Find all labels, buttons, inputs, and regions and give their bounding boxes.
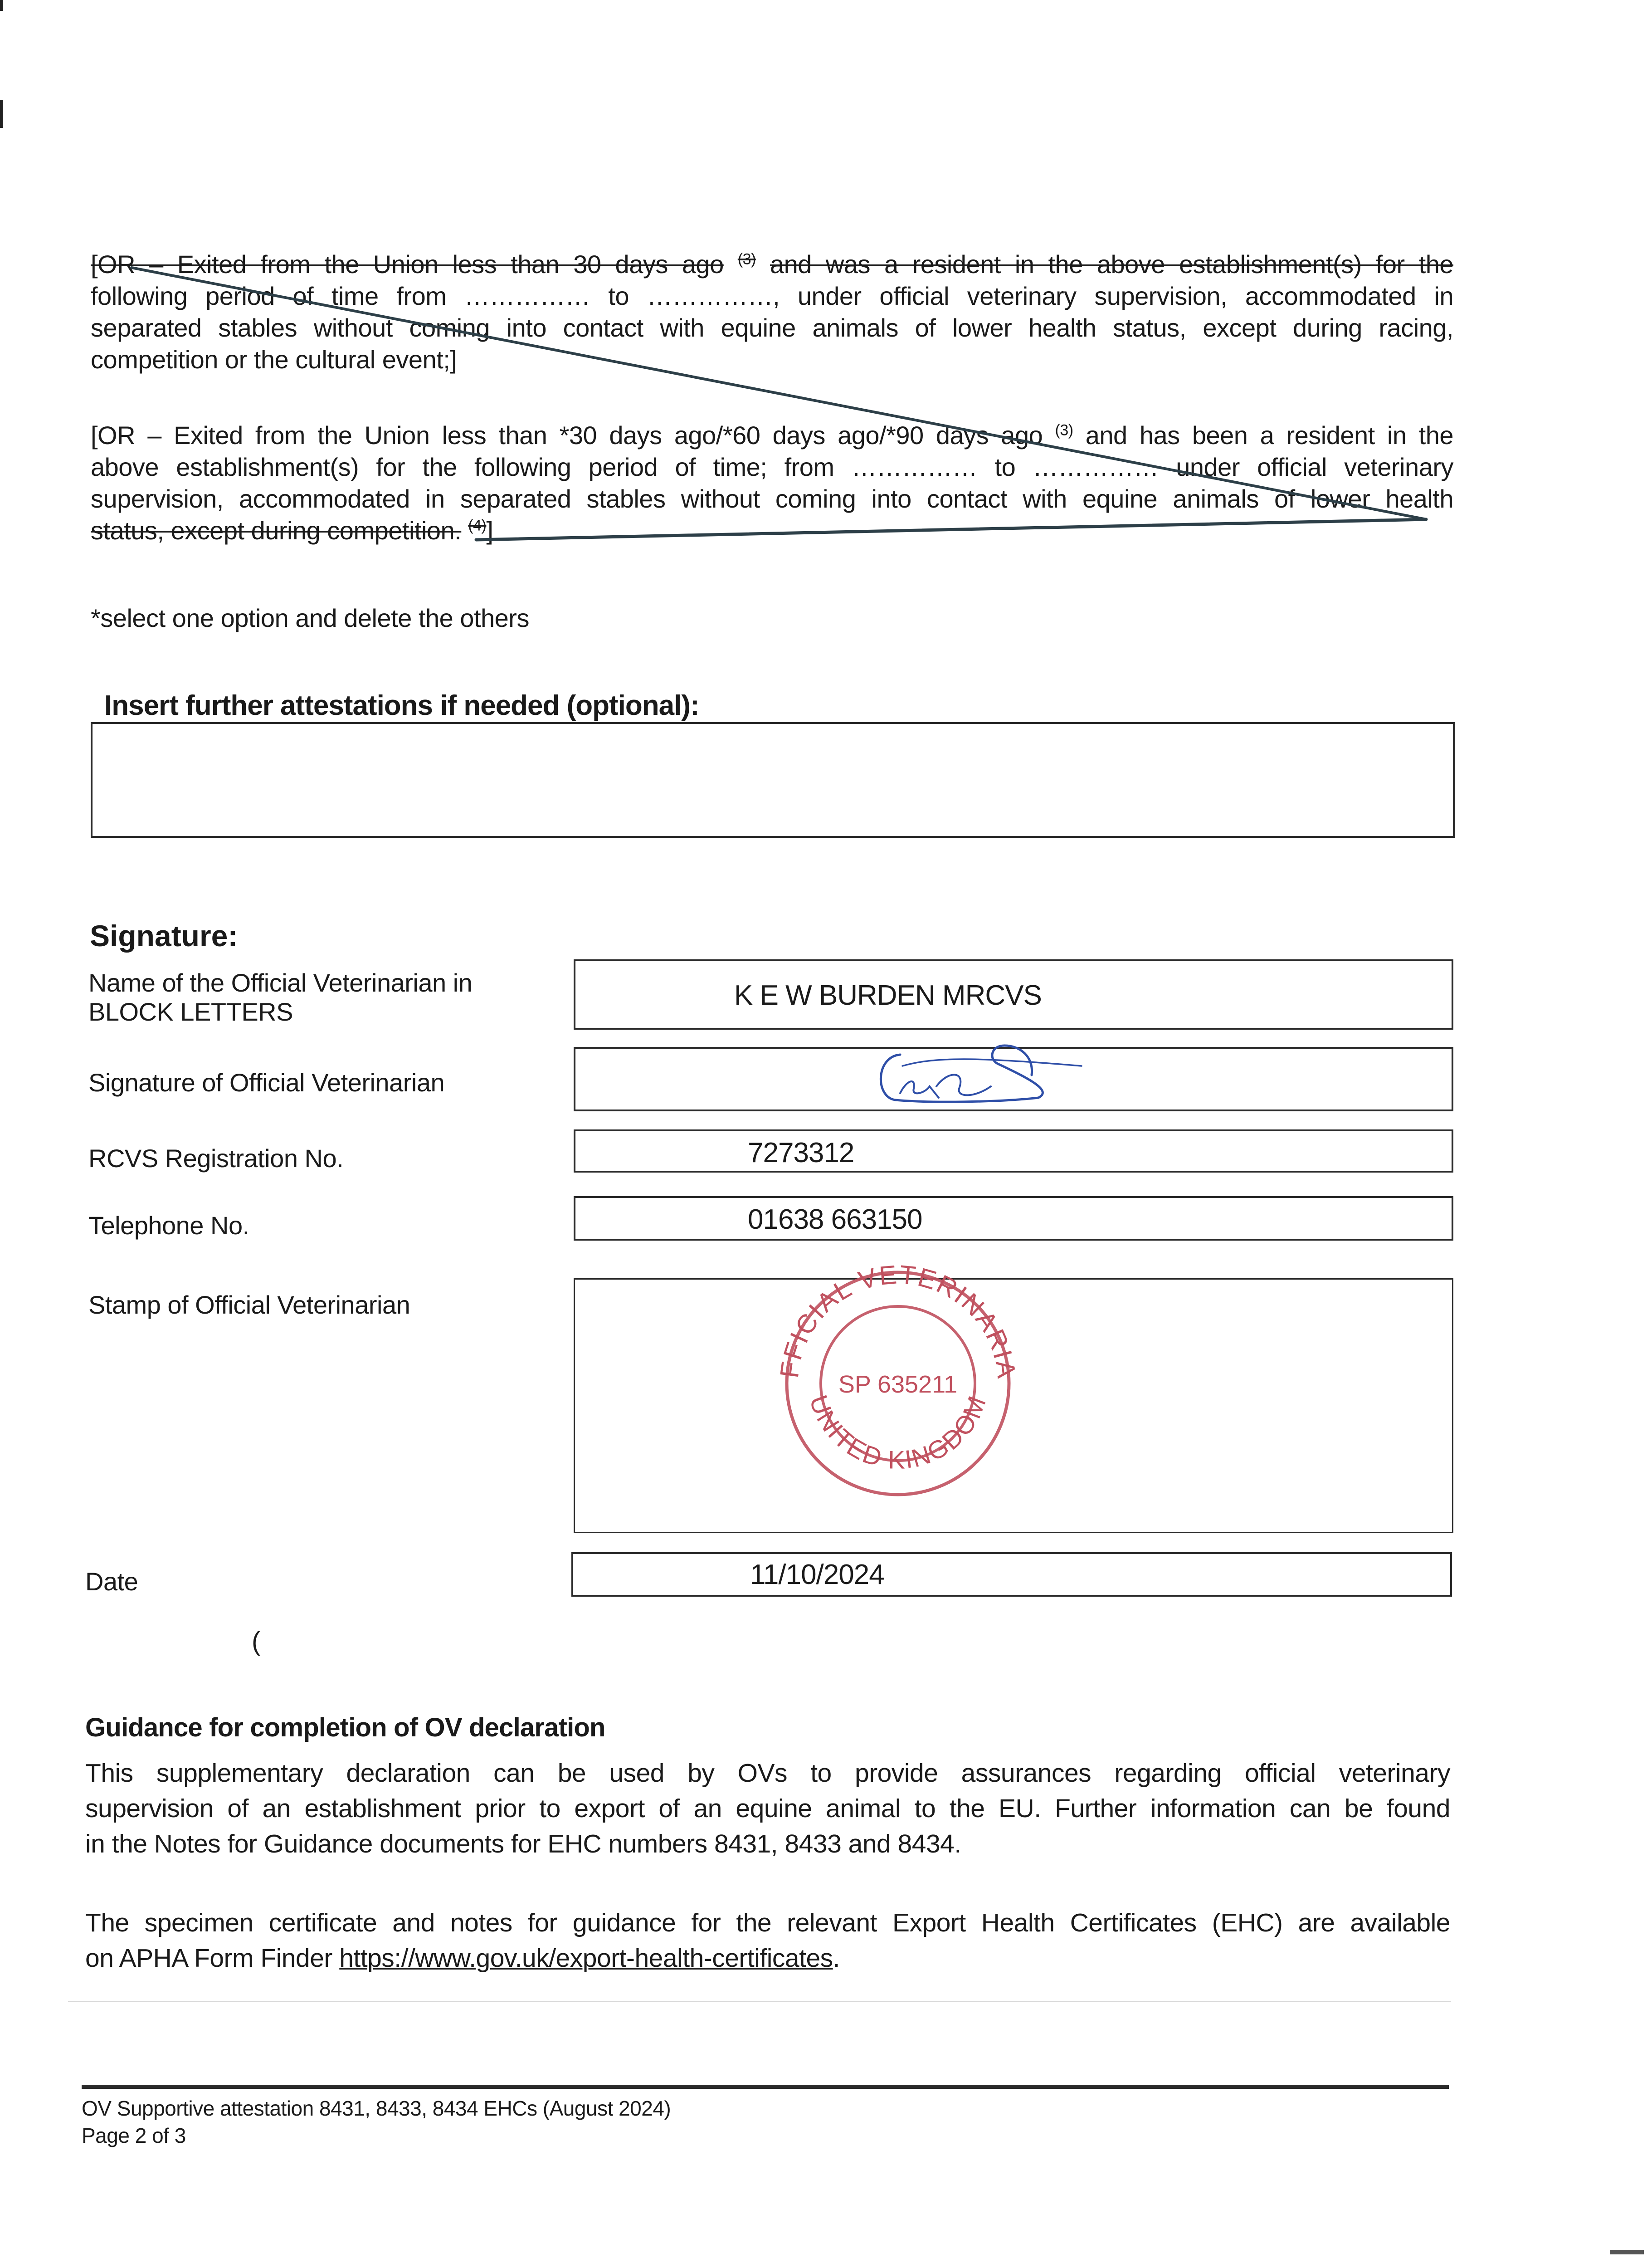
- date-label: Date: [85, 1567, 138, 1596]
- stamp-center-number: SP 635211: [838, 1371, 958, 1398]
- paragraph-line: The specimen certificate and notes for guidance for the relevant Export Health Certificates (EHC) are available: [85, 1908, 1450, 1937]
- name-label: Name of the Official Veterinarian in BLOCK LETTERS: [88, 968, 473, 1026]
- footnote-ref: (4): [468, 517, 487, 534]
- paragraph-line: status, except during competition. $^{(4)}$]: [91, 516, 493, 545]
- date-value: 11/10/2024: [750, 1559, 884, 1590]
- struck-text: [OR – Exited from the Union less than 30 days ago: [91, 250, 724, 279]
- paragraph-line: above establishment(s) for the following period of time; from …………… to …………… under official veterinary: [91, 453, 1453, 481]
- signature-heading: Signature:: [90, 919, 238, 953]
- paragraph-line: in the Notes for Guidance documents for EHC numbers 8431, 8433 and 8434.: [85, 1829, 961, 1858]
- further-attestations-heading: Insert further attestations if needed (optional):: [104, 690, 699, 721]
- telephone-field[interactable]: [574, 1196, 1453, 1241]
- footer-rule: [82, 2085, 1449, 2089]
- struck-text: status, except during competition.: [91, 516, 462, 545]
- rcvs-label: RCVS Registration No.: [88, 1144, 344, 1173]
- footer-page-number: Page 2 of 3: [82, 2124, 186, 2147]
- paragraph-line: supervision, accommodated in separated stables without coming into contact with equine animals of lower health: [91, 484, 1453, 513]
- paragraph-line: [OR – Exited from the Union less than *30 days ago/*60 days ago/*90 days ago $^{(3)}$ and has been a resident in the: [91, 421, 1454, 450]
- paragraph-line: supervision of an establishment prior to export of an equine animal to the EU. Further information can be found: [85, 1794, 1450, 1823]
- guidance-paragraph-1: [85, 1755, 1450, 1862]
- paragraph-line: following period of time from …………… to ……………, under official veterinary supervision, accommodated in: [91, 282, 1453, 310]
- official-veterinarian-stamp-icon: [760, 1233, 1025, 1510]
- stamp-ring-bottom-text: UNITED KINGDOM: [804, 1391, 992, 1474]
- rcvs-registration-field[interactable]: [574, 1129, 1453, 1173]
- paragraph-line: on APHA Form Finder https://www.gov.uk/export-health-certificates.: [85, 1944, 840, 1973]
- official-veterinarian-name-value: K E W BURDEN MRCVS: [734, 980, 1042, 1011]
- paragraph-line: separated stables without coming into contact with equine animals of lower health status, except during racing,: [91, 313, 1453, 342]
- stamp-label: Stamp of Official Veterinarian: [88, 1290, 410, 1319]
- paragraph-line: competition or the cultural event;]: [91, 345, 457, 374]
- scan-artifact-line: [68, 2001, 1451, 2002]
- date-field[interactable]: [571, 1552, 1452, 1597]
- export-health-certificates-link[interactable]: https://www.gov.uk/export-health-certificates: [339, 1944, 833, 1973]
- telephone-value: 01638 663150: [748, 1204, 922, 1235]
- select-option-note: *select one option and delete the others: [91, 604, 529, 632]
- struck-text: and was a resident in the above establishment(s) for the: [770, 250, 1454, 279]
- telephone-label: Telephone No.: [88, 1211, 249, 1240]
- stray-mark: (: [252, 1627, 261, 1656]
- paragraph-line: This supplementary declaration can be used by OVs to provide assurances regarding official veterinary: [85, 1759, 1450, 1788]
- footnote-ref: (3): [1055, 421, 1073, 439]
- stamp-ring-top-text: OFFICIAL VETERINARIAN: [760, 1233, 1022, 1381]
- signature-label: Signature of Official Veterinarian: [88, 1068, 445, 1097]
- footnote-ref: (3): [737, 250, 756, 268]
- guidance-paragraph-2: [85, 1905, 1450, 1976]
- guidance-heading: Guidance for completion of OV declaration: [85, 1713, 605, 1742]
- footer-document-title: OV Supportive attestation 8431, 8433, 8434 EHCs (August 2024): [82, 2097, 671, 2120]
- rcvs-registration-value: 7273312: [748, 1137, 854, 1168]
- svg-text:UNITED KINGDOM: [804, 1391, 992, 1474]
